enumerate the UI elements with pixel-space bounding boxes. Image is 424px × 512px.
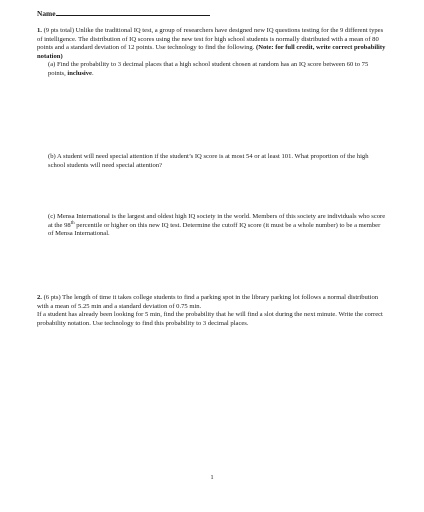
part-b-text: (b) A student will need special attention if the student’s IQ score is at most 54 or at least 101. What proportion of the high school students will need special attention? (48, 153, 369, 169)
part-c-paragraph (37, 213, 387, 239)
question-1 (37, 27, 387, 79)
question-1-part-b (37, 153, 387, 170)
part-a-end: . (91, 69, 94, 77)
question-2 (37, 294, 387, 328)
part-c-superscript: th (70, 220, 75, 226)
question-2-text-2: If a student has already been looking for 5 min, find the probability that he will find a slot during the next minute. Write the correct probability notation. Use technology to find this probability to 3 decimal places. (37, 311, 383, 327)
question-1-part-a (37, 61, 387, 78)
question-2-number: 2. (37, 294, 42, 301)
question-1-part-c (37, 213, 387, 239)
part-c-text: (c) Mensa International is the largest and oldest high IQ society in the world. Members of this society are individuals who score at the 98 (48, 213, 386, 229)
question-1-note: (Note: for full credit, write correct probability notation) (37, 44, 386, 60)
question-1-intro (37, 27, 387, 61)
question-2-text-1: (6 pts) The length of time it takes college students to find a parking spot in the library parking lot follows a normal distribution with a mean of 5.25 min and a standard deviation of 0.75 min. (37, 294, 379, 310)
part-a-bold: inclusive (67, 69, 92, 77)
page-number: 1 (210, 474, 214, 481)
name-label: Name (37, 9, 56, 18)
name-blank-line (56, 9, 210, 16)
part-c-text-end: percentile or higher on this new IQ test. Determine the cutoff IQ score (it must be a whole number) to be a member of Mensa International. (48, 221, 381, 238)
part-a-text: (a) Find the probability to 3 decimal places that a high school student chosen at random has an IQ score between 60 to 75 points, (48, 61, 369, 77)
question-1-intro-text: (9 pts total) Unlike the traditional IQ test, a group of researchers have designed new IQ questions testing for the 9 different types of intelligence. The distribution of IQ scores using the new test for high school students is normally distributed with a mean of 80 points and a standard deviation of 12 points. Use technology to find the following. (37, 27, 384, 52)
question-2-paragraph-1 (37, 294, 387, 311)
name-field (37, 9, 210, 18)
question-1-number: 1. (37, 27, 42, 34)
